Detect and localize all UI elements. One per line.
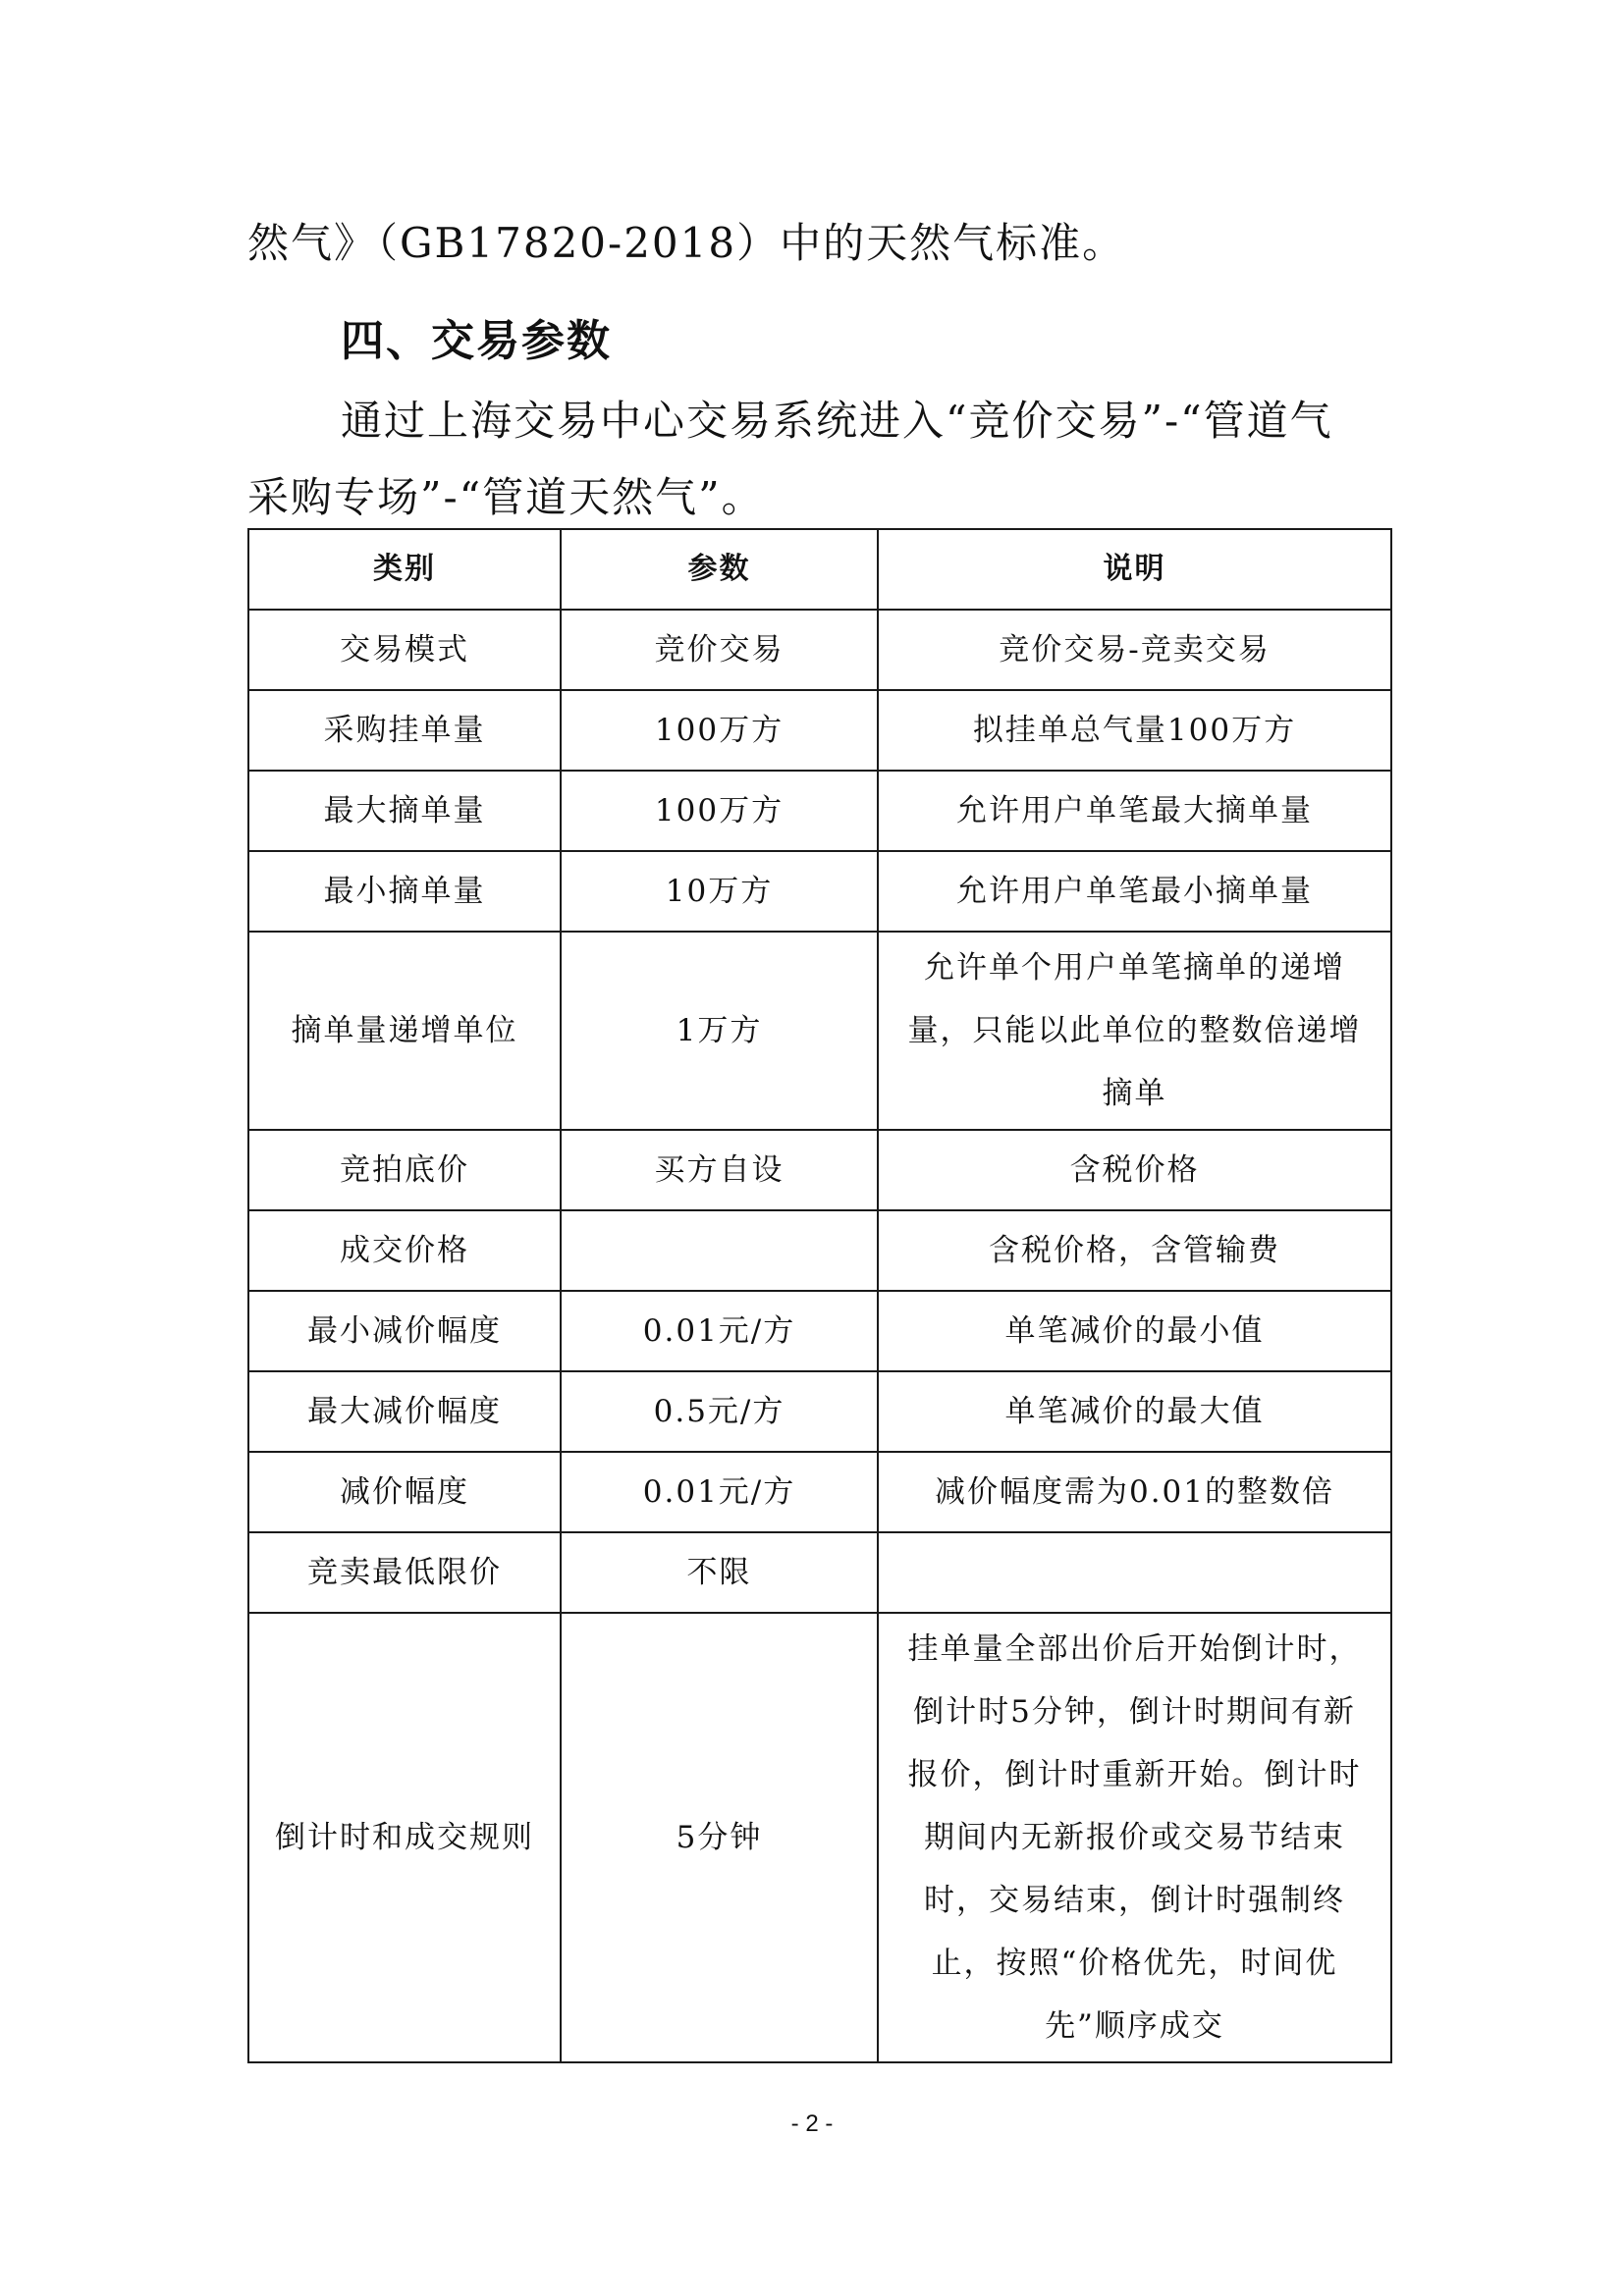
table-header-row <box>248 529 1391 610</box>
page-number: - 2 - <box>790 2110 834 2137</box>
section-body-line-2: 采购专场”-“管道天然气”。 <box>247 473 765 521</box>
cell-description: 单笔减价的最大值 <box>878 1371 1391 1452</box>
cell-parameter: 10万方 <box>561 851 878 932</box>
cell-parameter: 0.01元/方 <box>561 1291 878 1371</box>
cell-description: 竞价交易-竞卖交易 <box>878 610 1391 690</box>
cell-description: 单笔减价的最小值 <box>878 1291 1391 1371</box>
cell-description: 拟挂单总气量100万方 <box>878 690 1391 771</box>
cell-parameter: 竞价交易 <box>561 610 878 690</box>
cell-category: 最小摘单量 <box>248 851 561 932</box>
cell-description: 挂单量全部出价后开始倒计时，倒计时5分钟，倒计时期间有新报价，倒计时重新开始。倒计时期间内无新报价或交易节结束时，交易结束，倒计时强制终止，按照“价格优先，时间优先”顺序成交 <box>878 1613 1391 2062</box>
trading-parameters-table <box>247 528 1392 2063</box>
table-row <box>248 851 1391 932</box>
cell-category: 竞卖最低限价 <box>248 1532 561 1613</box>
header-category: 类别 <box>248 529 561 610</box>
section-body-line-1: 通过上海交易中心交易系统进入“竞价交易”-“管道气 <box>341 397 1333 445</box>
cell-category: 最小减价幅度 <box>248 1291 561 1371</box>
cell-description: 允许单个用户单笔摘单的递增量，只能以此单位的整数倍递增摘单 <box>878 932 1391 1130</box>
cell-parameter: 100万方 <box>561 690 878 771</box>
cell-description: 允许用户单笔最小摘单量 <box>878 851 1391 932</box>
cell-category: 减价幅度 <box>248 1452 561 1532</box>
cell-parameter <box>561 1210 878 1291</box>
table-row <box>248 1130 1391 1210</box>
cell-category: 交易模式 <box>248 610 561 690</box>
cell-category: 最大减价幅度 <box>248 1371 561 1452</box>
cell-category: 采购挂单量 <box>248 690 561 771</box>
cell-category: 摘单量递增单位 <box>248 932 561 1130</box>
cell-description: 含税价格，含管输费 <box>878 1210 1391 1291</box>
cell-description: 减价幅度需为0.01的整数倍 <box>878 1452 1391 1532</box>
cell-description <box>878 1532 1391 1613</box>
cell-description: 含税价格 <box>878 1130 1391 1210</box>
section-heading: 四、交易参数 <box>341 316 612 366</box>
cell-parameter: 0.01元/方 <box>561 1452 878 1532</box>
header-parameter: 参数 <box>561 529 878 610</box>
cell-category: 最大摘单量 <box>248 771 561 851</box>
cell-parameter: 买方自设 <box>561 1130 878 1210</box>
table-row <box>248 771 1391 851</box>
cell-category: 成交价格 <box>248 1210 561 1291</box>
cell-parameter: 5分钟 <box>561 1613 878 2062</box>
header-description: 说明 <box>878 529 1391 610</box>
table-row <box>248 932 1391 1130</box>
cell-parameter: 0.5元/方 <box>561 1371 878 1452</box>
table-row <box>248 1452 1391 1532</box>
cell-category: 倒计时和成交规则 <box>248 1613 561 2062</box>
table-row <box>248 1210 1391 1291</box>
cell-parameter: 1万方 <box>561 932 878 1130</box>
table-row <box>248 1371 1391 1452</box>
table-row <box>248 690 1391 771</box>
cell-parameter: 100万方 <box>561 771 878 851</box>
table-row <box>248 1291 1391 1371</box>
cell-parameter: 不限 <box>561 1532 878 1613</box>
table-row <box>248 1613 1391 2062</box>
cell-category: 竞拍底价 <box>248 1130 561 1210</box>
cell-description: 允许用户单笔最大摘单量 <box>878 771 1391 851</box>
table-row <box>248 1532 1391 1613</box>
table-row <box>248 610 1391 690</box>
intro-continuation-line: 然气》（GB17820-2018）中的天然气标准。 <box>247 219 1126 267</box>
